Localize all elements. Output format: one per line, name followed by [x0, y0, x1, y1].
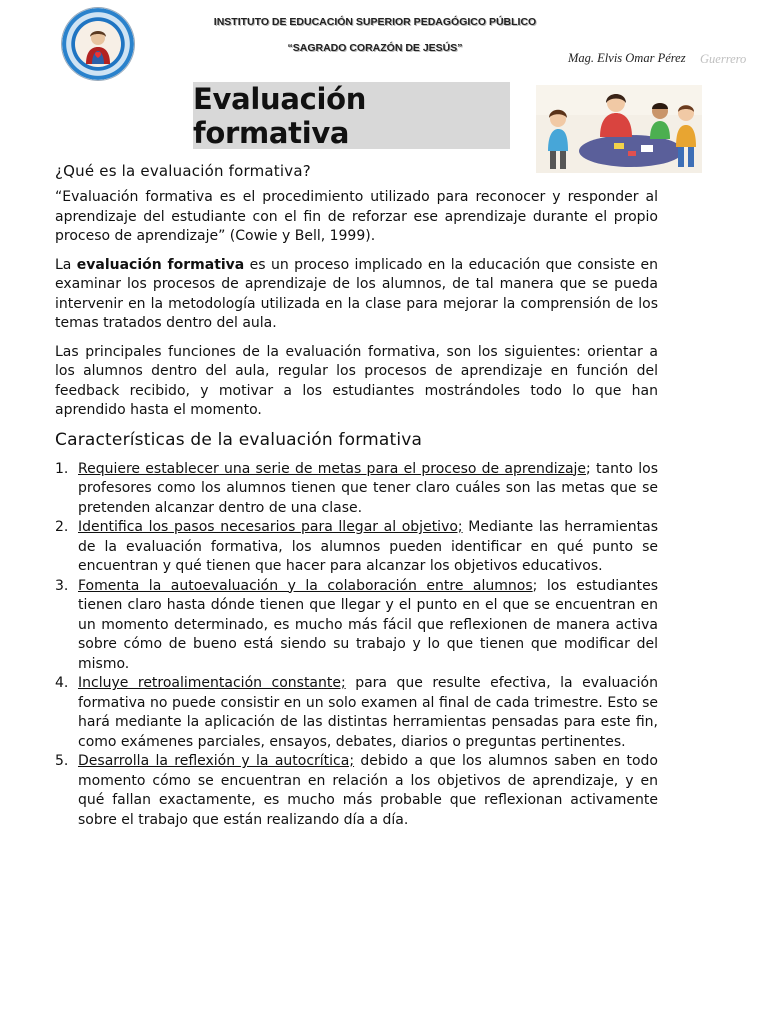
item-number: 4.: [55, 675, 69, 691]
document-header: [0, 0, 768, 80]
intro-paragraph-rest: es un proceso implicado en la educación que consiste en examinar los procesos de aprendizaje de los alumnos, de tal manera que se pueda intervenir en la metodología utilizada en la clase para mejorar la comprensión de los temas tratados dentro del aula.: [55, 256, 658, 331]
item-text: para que resulte efectiva, la evaluación formativa no puede consistir en un solo examen al final de cada trimestre. Esto se hará mediante la aplicación de las distintas herramientas pensadas para este fin, como exámenes parciales, ensayos, debates, diarios o preguntas pertinentes.: [78, 675, 658, 750]
item-underlined-text: Desarrolla la reflexión y la autocrítica;: [78, 753, 355, 769]
list-item: [55, 752, 658, 830]
question-heading: ¿Qué es la evaluación formativa?: [55, 162, 311, 180]
item-number: 5.: [55, 753, 69, 769]
sacred-heart-icon: [74, 20, 122, 68]
institution-subtitle: “SAGRADO CORAZÓN DE JESÚS”: [287, 42, 463, 54]
document-body: [55, 162, 658, 830]
item-underlined-text: Incluye retroalimentación constante;: [78, 675, 346, 691]
title-banner: [193, 82, 510, 149]
institution-name: INSTITUTO DE EDUCACIÓN SUPERIOR PEDAGÓGICO PÚBLICO: [213, 16, 537, 28]
characteristics-heading: Características de la evaluación formativa: [55, 429, 423, 450]
page-title: Evaluación formativa: [193, 81, 367, 150]
item-number: 3.: [55, 577, 69, 594]
list-item: [55, 577, 658, 675]
teacher-students-icon: [536, 85, 702, 173]
list-item: [55, 674, 658, 752]
item-number: 2.: [55, 519, 69, 535]
item-underlined-text: Fomenta la autoevaluación y la colaboración entre alumnos: [78, 577, 533, 594]
institution-logo: [62, 8, 134, 80]
item-underlined-text: Identifica los pasos necesarios para llegar al objetivo;: [78, 519, 463, 535]
author-name: Mag. Elvis Omar Pérez: [568, 51, 686, 65]
functions-paragraph: Las principales funciones de la evaluación formativa, son los siguientes: orientar a los alumnos dentro del aula, regular los procesos de aprendizaje en función del feedback recibido, y motivar a los estudiantes mostrándoles todo lo que han aprendido hasta el momento.: [55, 343, 658, 418]
item-underlined-text: Requiere establecer una serie de metas para el proceso de aprendizaje: [78, 460, 587, 477]
item-text: Mediante las herramientas de la evaluación formativa, los alumnos pueden identificar en qué punto se encuentran y qué tienen que hacer para alcanzar los objetivos educativos.: [78, 519, 658, 574]
item-text: ; los estudiantes tienen claro hasta dónde tienen que llegar y el punto en el que se encuentran en un momento determinado, es mucho más fácil que reflexionen de manera activa sobre cómo de bueno está siendo su trabajo y lo que tienen que modificar del mismo.: [78, 577, 658, 672]
definition-quote: “Evaluación formativa es el procedimiento utilizado para reconocer y responder al aprendizaje del estudiante con el fin de reforzar ese aprendizaje durante el propio proceso de aprendizaje” (Cowie y Bell, 1999).: [55, 189, 658, 244]
intro-paragraph: [55, 256, 658, 334]
author-ghost-text: Guerrero: [700, 52, 747, 66]
intro-paragraph-start: La: [55, 256, 77, 273]
list-item: [55, 460, 658, 519]
item-number: 1.: [55, 460, 69, 477]
classroom-illustration: [536, 85, 702, 173]
item-text: ; tanto los profesores como los alumnos tienen que tener claro cuáles son las metas que se pretenden alcanzar dentro de una clase.: [78, 460, 658, 516]
item-text: debido a que los alumnos saben en todo momento cómo se encuentran en relación a los objetivos de aprendizaje, y en qué fallan exactamente, es mucho más probable que reflexionan activamente sobre el trabajo que están realizando día a día.: [78, 753, 658, 828]
intro-paragraph-bold: evaluación formativa: [76, 256, 245, 273]
list-item: [55, 518, 658, 577]
characteristics-list: [55, 460, 658, 831]
